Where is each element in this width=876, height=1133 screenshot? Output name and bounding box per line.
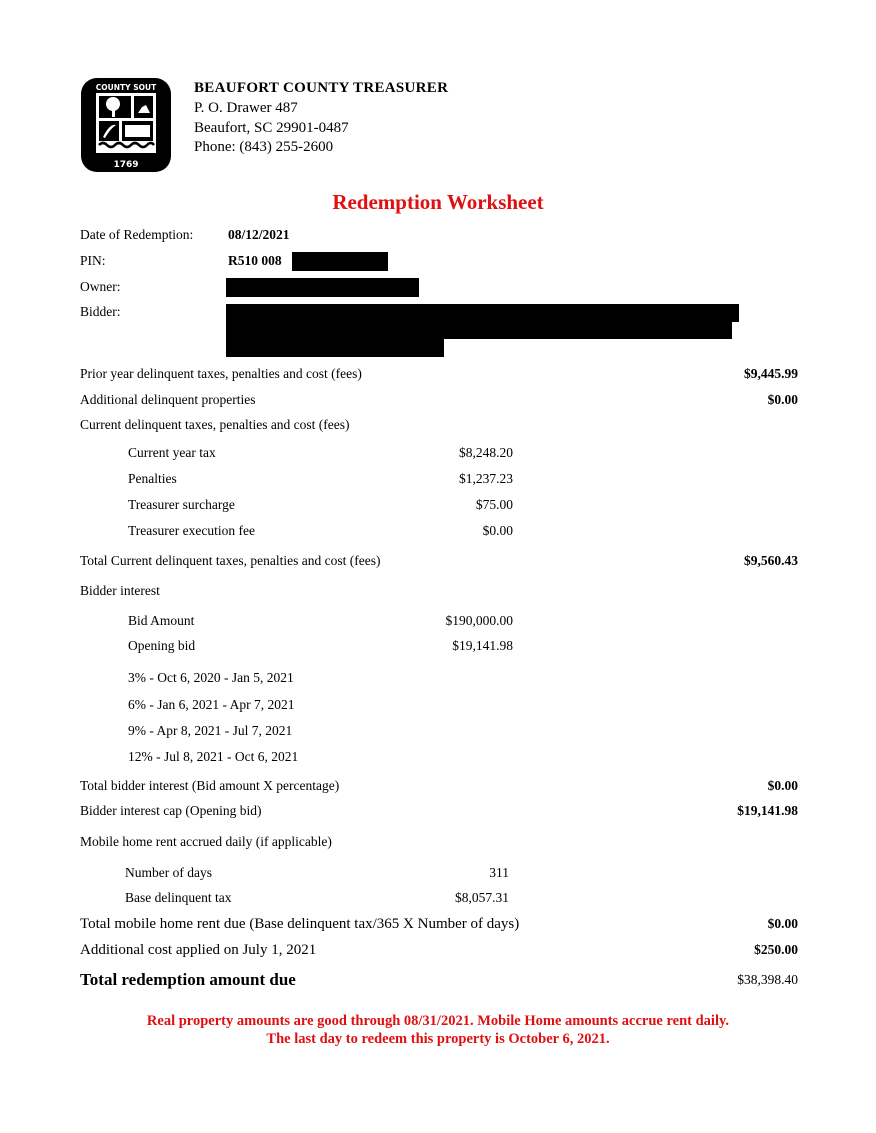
total-redemption-row: Total redemption amount due $38,398.40 [80, 970, 798, 989]
current-item-row: Penalties $1,237.23 [128, 471, 513, 486]
bidder-cap-row: Bidder interest cap (Opening bid) $19,141.98 [80, 803, 798, 818]
county-seal-logo [80, 77, 172, 173]
svg-text:1769: 1769 [113, 160, 139, 170]
bidder-redaction-3 [226, 338, 444, 357]
note-line-1: Real property amounts are good through 08/31/2021. Mobile Home amounts accrue rent daily. [146, 1013, 730, 1029]
mobile-item-row: Base delinquent tax $8,057.31 [125, 890, 509, 905]
rate-period: 12% - Jul 8, 2021 - Oct 6, 2021 [128, 749, 299, 764]
rate-period: 9% - Apr 8, 2021 - Jul 7, 2021 [128, 723, 293, 738]
bid-item-row: Bid Amount $190,000.00 [128, 613, 513, 628]
address-line-2: Beaufort, SC 29901-0487 [194, 120, 349, 136]
bidder-interest-header: Bidder interest [80, 583, 160, 598]
total-mobile-row: Total mobile home rent due (Base delinquent tax/365 X Number of days) $0.00 [80, 916, 798, 932]
total-current-row: Total Current delinquent taxes, penalties and cost (fees) $9,560.43 [80, 553, 798, 568]
bidder-label: Bidder: [80, 304, 121, 319]
current-item-row: Current year tax $8,248.20 [128, 445, 513, 460]
current-item-row: Treasurer execution fee $0.00 [128, 523, 513, 538]
prior-year-row: Prior year delinquent taxes, penalties and cost (fees) $9,445.99 [80, 366, 798, 381]
current-header-row: Current delinquent taxes, penalties and cost (fees) [80, 417, 350, 432]
pin-value: R510 008 [228, 253, 282, 268]
bid-item-row: Opening bid $19,141.98 [128, 638, 513, 653]
phone: Phone: (843) 255-2600 [194, 139, 334, 155]
pin-label: PIN: [80, 253, 106, 268]
total-bidder-interest-row: Total bidder interest (Bid amount X percentage) $0.00 [80, 778, 798, 793]
date-value: 08/12/2021 [228, 227, 290, 242]
mobile-home-header: Mobile home rent accrued daily (if applicable) [80, 834, 332, 849]
page-title: Redemption Worksheet [332, 190, 544, 214]
rate-period: 6% - Jan 6, 2021 - Apr 7, 2021 [128, 697, 295, 712]
owner-redaction [226, 278, 419, 297]
additional-cost-row: Additional cost applied on July 1, 2021 $250.00 [80, 942, 798, 958]
svg-text:COUNTY SOUT: COUNTY SOUT [95, 83, 157, 92]
bidder-redaction-1 [226, 304, 739, 322]
additional-properties-row: Additional delinquent properties $0.00 [80, 392, 798, 407]
address-line-1: P. O. Drawer 487 [194, 100, 298, 116]
mobile-item-row: Number of days 311 [125, 865, 509, 880]
date-label: Date of Redemption: [80, 227, 194, 242]
pin-redaction [292, 252, 388, 271]
org-name: BEAUFORT COUNTY TREASURER [194, 80, 449, 96]
rate-period: 3% - Oct 6, 2020 - Jan 5, 2021 [128, 670, 294, 685]
owner-label: Owner: [80, 279, 121, 294]
note-line-2: The last day to redeem this property is October 6, 2021. [266, 1031, 610, 1047]
current-item-row: Treasurer surcharge $75.00 [128, 497, 513, 512]
bidder-redaction-2 [226, 321, 732, 339]
